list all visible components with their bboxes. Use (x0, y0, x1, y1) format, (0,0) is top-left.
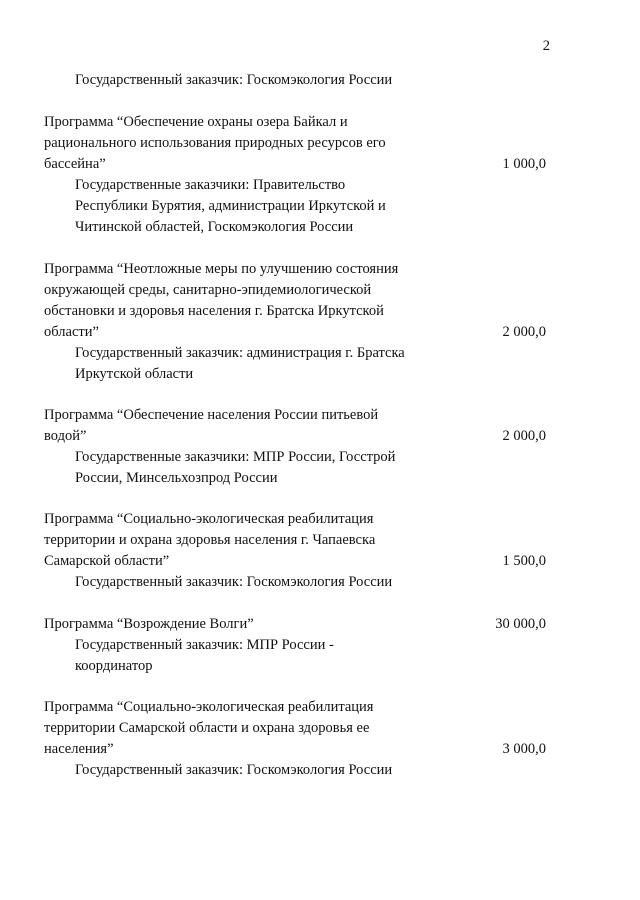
program-amount: 1 500,0 (502, 553, 546, 569)
program-customer-line: Республики Бурятия, администрации Иркутской и (75, 198, 386, 214)
program-title-line: Программа “Социально-экологическая реабилитация (44, 699, 374, 715)
program-customer-line: Государственный заказчик: Госкомэкология России (75, 762, 393, 778)
program-title-line: Программа “Социально-экологическая реабилитация (44, 511, 374, 527)
program-customer-line: Государственный заказчик: МПР России - (75, 637, 334, 653)
program-amount: 3 000,0 (502, 741, 546, 757)
program-title-line: рационального использования природных ресурсов его (44, 135, 386, 151)
program-title-line: Программа “Обеспечение охраны озера Байкал и (44, 114, 348, 130)
program-title-line: Программа “Возрождение Волги” (44, 616, 254, 632)
program-customer-line: Читинской областей, Госкомэкология России (75, 219, 354, 235)
program-customer-line: координатор (75, 658, 153, 674)
program-title-line: Самарской области” (44, 553, 170, 569)
program-amount: 30 000,0 (495, 616, 546, 632)
program-title-line: обстановки и здоровья населения г. Братска Иркутской (44, 303, 384, 319)
program-customer-line: Иркутской области (75, 366, 194, 382)
program-title-line: области” (44, 324, 99, 340)
program-title-line: бассейна” (44, 156, 106, 172)
program-amount: 2 000,0 (502, 324, 546, 340)
program-title-line: Программа “Обеспечение населения России питьевой (44, 407, 379, 423)
program-customer-line: России, Минсельхозпрод России (75, 470, 278, 486)
program-title-line: водой” (44, 428, 87, 444)
program-customer-line: Государственный заказчик: администрация г. Братска (75, 345, 405, 361)
program-title-line: территории Самарской области и охрана здоровья ее (44, 720, 370, 736)
program-title-line: окружающей среды, санитарно-эпидемиологической (44, 282, 372, 298)
program-amount: 2 000,0 (502, 428, 546, 444)
program-customer-line: Государственный заказчик: Госкомэкология России (75, 574, 393, 590)
page-number: 2 (542, 38, 550, 54)
program-title-line: территории и охрана здоровья населения г. Чапаевска (44, 532, 376, 548)
program-title-line: Программа “Неотложные меры по улучшению состояния (44, 261, 399, 277)
program-title-line: населения” (44, 741, 114, 757)
program-amount: 1 000,0 (502, 156, 546, 172)
program-customer-line: Государственные заказчики: Правительство (75, 177, 346, 193)
intro-customer: Государственный заказчик: Госкомэкология России (75, 72, 393, 88)
program-customer-line: Государственные заказчики: МПР России, Госстрой (75, 449, 396, 465)
